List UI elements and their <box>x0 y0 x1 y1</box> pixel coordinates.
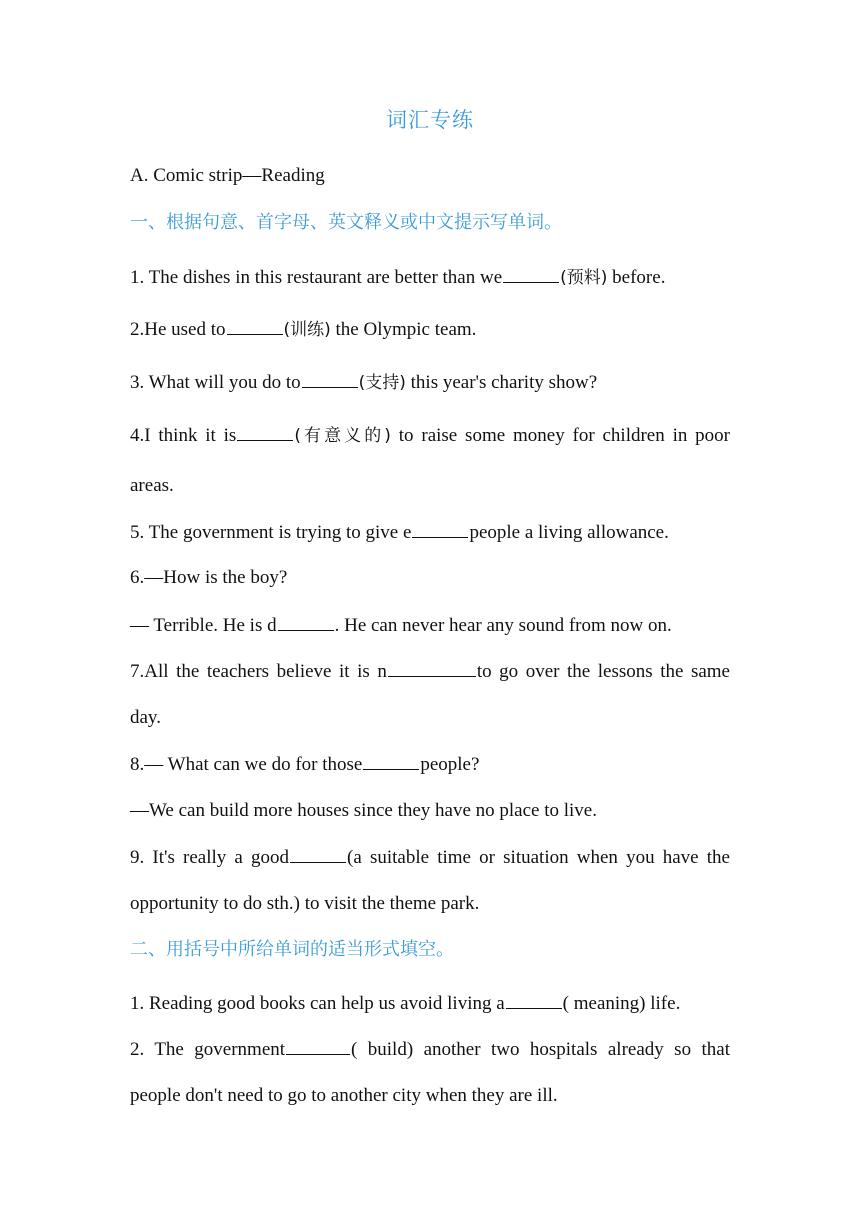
answer-blank[interactable] <box>363 752 419 770</box>
question-1-7-cont: day. <box>130 707 161 728</box>
page-title: 词汇专练 <box>386 108 474 132</box>
q-text: 2. The government <box>130 1039 286 1060</box>
q-text: (a suitable time or situation when you have the <box>347 847 730 868</box>
q-text: 9. It's really a good <box>130 847 290 868</box>
section1-heading: 一、根据句意、首字母、英文释义或中文提示写单词。 <box>130 212 562 233</box>
q-text: this year's charity show? <box>405 372 598 393</box>
answer-blank[interactable] <box>237 423 293 441</box>
q-text: 1. The dishes in this restaurant are better than we <box>130 267 503 288</box>
question-1-9 <box>130 845 730 870</box>
question-1-4-cont: areas. <box>130 475 174 496</box>
q-text: ( meaning) life. <box>562 993 681 1014</box>
q-hint: (预料) <box>560 268 608 288</box>
question-1-1 <box>130 265 665 290</box>
q-text: . He can never hear any sound from now on. <box>334 615 672 636</box>
question-1-6-answer <box>130 613 672 638</box>
q-text: 1. Reading good books can help us avoid living a <box>130 993 505 1014</box>
q-text: — Terrible. He is d <box>130 615 277 636</box>
question-1-9-cont: opportunity to do sth.) to visit the theme park. <box>130 893 480 914</box>
answer-blank[interactable] <box>290 845 346 863</box>
question-1-2 <box>130 317 476 342</box>
q-text: to raise some money for children in poor <box>390 425 730 446</box>
question-2-2 <box>130 1037 730 1062</box>
question-1-7 <box>130 659 730 684</box>
q-text: the Olympic team. <box>330 319 477 340</box>
answer-blank[interactable] <box>227 317 283 335</box>
answer-blank[interactable] <box>388 659 476 677</box>
question-1-4 <box>130 423 730 448</box>
q-text: 7.All the teachers believe it is n <box>130 661 387 682</box>
q-text: before. <box>607 267 666 288</box>
question-1-3 <box>130 370 597 395</box>
q-text: people? <box>420 754 480 775</box>
q-text: 8.— What can we do for those <box>130 754 363 775</box>
q-hint: (有意义的) <box>294 426 391 446</box>
q-text: to go over the lessons the same <box>476 661 730 682</box>
answer-blank[interactable] <box>412 520 468 538</box>
answer-blank[interactable] <box>302 370 358 388</box>
q-text: 5. The government is trying to give e <box>130 522 412 543</box>
question-2-2-cont: people don't need to go to another city when they are ill. <box>130 1085 558 1106</box>
question-2-1 <box>130 991 680 1016</box>
q-text: ( build) another two hospitals already so that <box>351 1039 730 1060</box>
question-1-8-answer: —We can build more houses since they have no place to live. <box>130 800 597 821</box>
question-1-8 <box>130 752 479 777</box>
q-text: people a living allowance. <box>469 522 669 543</box>
q-hint: (支持) <box>358 373 406 393</box>
q-text: 2.He used to <box>130 319 226 340</box>
question-1-5 <box>130 520 669 545</box>
question-1-6: 6.—How is the boy? <box>130 567 288 588</box>
answer-blank[interactable] <box>286 1037 350 1055</box>
q-text: 4.I think it is <box>130 425 237 446</box>
part-a-heading: A. Comic strip—Reading <box>130 165 325 186</box>
answer-blank[interactable] <box>278 613 334 631</box>
q-hint: (训练) <box>283 320 331 340</box>
answer-blank[interactable] <box>506 991 562 1009</box>
section2-heading: 二、用括号中所给单词的适当形式填空。 <box>130 939 454 960</box>
answer-blank[interactable] <box>503 265 559 283</box>
q-text: 3. What will you do to <box>130 372 301 393</box>
